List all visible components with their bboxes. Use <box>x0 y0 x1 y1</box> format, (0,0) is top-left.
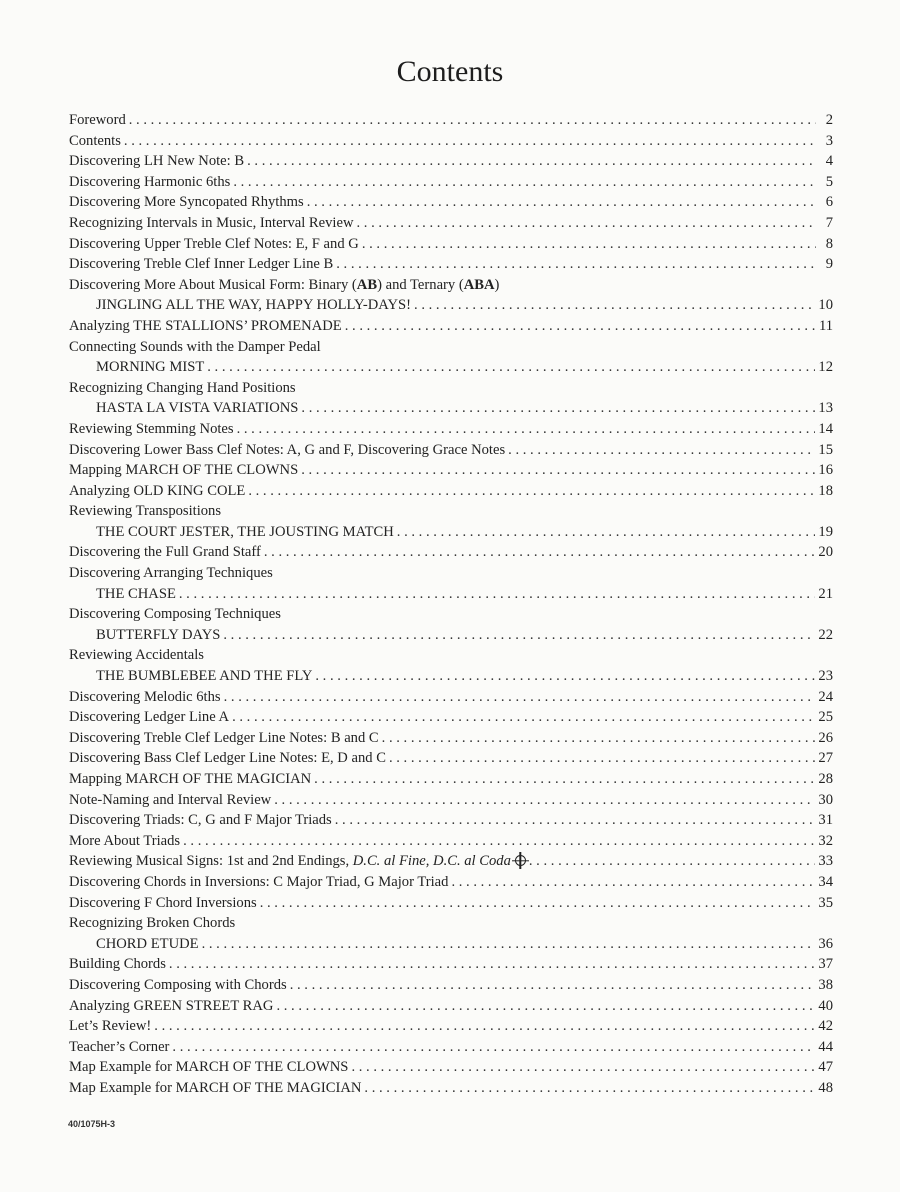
page-number: 44 <box>818 1038 833 1055</box>
toc-entry-label: Map Example for MARCH OF THE CLOWNS <box>69 1059 349 1076</box>
dot-leader <box>351 1057 815 1078</box>
dot-leader <box>172 1037 815 1058</box>
page-number: 13 <box>818 400 833 417</box>
toc-heading-label: Recognizing Changing Hand Positions <box>69 379 296 396</box>
dot-leader <box>276 996 815 1017</box>
page-number: 37 <box>818 956 833 973</box>
toc-entry-label: Foreword <box>69 112 126 128</box>
dot-leader <box>260 893 816 914</box>
catalog-code: 40/1075H-3 <box>68 1119 116 1129</box>
toc-entry-label: Discovering the Full Grand Staff <box>69 544 261 561</box>
toc-section-heading <box>69 604 833 625</box>
dot-leader <box>183 831 815 852</box>
toc-entry-label: Discovering Chords in Inversions: C Major Triad, G Major Triad <box>69 873 449 890</box>
page-number: 47 <box>818 1059 833 1076</box>
dot-leader <box>274 790 815 811</box>
heading-text-part: AB <box>356 276 378 293</box>
toc-entry <box>69 996 833 1017</box>
dot-leader <box>335 810 816 831</box>
toc-entry <box>69 151 833 172</box>
toc-entry <box>69 1057 833 1078</box>
toc-heading-label: Discovering Composing Techniques <box>69 606 281 623</box>
toc-entry <box>69 810 833 831</box>
page-number: 22 <box>818 626 833 643</box>
toc-entry <box>69 769 833 790</box>
page-number: 14 <box>818 420 833 437</box>
toc-entry-label: Discovering Triads: C, G and F Major Triads <box>69 812 332 829</box>
toc-entry <box>69 872 833 893</box>
page-number: 10 <box>818 297 833 314</box>
toc-entry-label: Analyzing GREEN STREET RAG <box>69 997 274 1014</box>
page-number: 42 <box>818 1018 833 1035</box>
dot-leader <box>129 110 816 131</box>
toc-entry-label: Building Chords <box>69 956 166 973</box>
toc-heading-label: Reviewing Transpositions <box>69 503 222 520</box>
page-number: 23 <box>818 668 833 685</box>
page-number: 30 <box>818 791 833 808</box>
toc-entry <box>69 172 833 193</box>
toc-entry-label: Contents <box>69 132 121 149</box>
toc-entry <box>69 728 833 749</box>
dot-leader <box>237 419 816 440</box>
toc-entry <box>69 481 833 502</box>
page-number: 38 <box>818 976 833 993</box>
toc-entry-label: Mapping MARCH OF THE MAGICIAN <box>69 771 312 787</box>
page-number: 12 <box>818 359 833 376</box>
toc-entry <box>69 625 833 646</box>
dot-leader <box>169 954 816 975</box>
dot-leader <box>451 872 815 893</box>
toc-section-heading <box>69 563 833 584</box>
dot-leader <box>362 234 816 255</box>
toc-entry <box>69 934 833 955</box>
toc-entry <box>69 419 833 440</box>
page-number: 4 <box>825 153 833 170</box>
toc-entry <box>69 213 833 234</box>
dot-leader <box>364 1078 815 1099</box>
dot-leader <box>248 481 815 502</box>
dot-leader <box>357 213 817 234</box>
page-number: 11 <box>818 317 833 334</box>
dot-leader <box>529 851 816 872</box>
dot-leader <box>224 687 816 708</box>
toc-entry <box>69 460 833 481</box>
toc-entry <box>69 1078 833 1099</box>
page-number: 9 <box>825 256 833 273</box>
dot-leader <box>247 151 816 172</box>
toc-section-heading <box>69 337 833 358</box>
page-number: 19 <box>818 523 833 540</box>
page-number: 20 <box>818 544 833 561</box>
toc-entry <box>69 234 833 255</box>
heading-text-part: ) <box>494 276 500 293</box>
toc-entry <box>69 687 833 708</box>
dot-leader <box>382 728 816 749</box>
page-number: 21 <box>818 585 833 602</box>
toc-entry <box>69 110 833 131</box>
page-number: 15 <box>818 441 833 458</box>
toc-entry <box>69 851 833 872</box>
dot-leader <box>233 172 816 193</box>
dot-leader <box>336 254 816 275</box>
toc-entry-label: Discovering Bass Clef Ledger Line Notes: E, D and C <box>69 750 386 767</box>
entry-italic-part: D.C. al Fine, D.C. al Coda <box>352 853 511 870</box>
dot-leader <box>202 934 816 955</box>
page-number: 40 <box>818 997 833 1014</box>
toc-section-heading <box>69 913 833 934</box>
toc-heading-label: Connecting Sounds with the Damper Pedal <box>69 338 321 355</box>
toc-entry <box>69 192 833 213</box>
toc-entry <box>69 584 833 605</box>
toc-entry <box>69 748 833 769</box>
page-number: 48 <box>818 1079 833 1096</box>
toc-entry <box>69 707 833 728</box>
toc-entry-label: MORNING MIST <box>96 359 205 376</box>
page-number: 2 <box>825 112 833 128</box>
toc-entry-label: JINGLING ALL THE WAY, HAPPY HOLLY-DAYS! <box>96 297 412 314</box>
toc-entry <box>69 440 833 461</box>
coda-sign-icon <box>515 855 526 866</box>
dot-leader <box>223 625 815 646</box>
toc-section-heading <box>69 645 833 666</box>
toc-entry <box>69 831 833 852</box>
toc-entry-label: BUTTERFLY DAYS <box>96 626 221 643</box>
dot-leader <box>307 192 816 213</box>
toc-entry <box>69 1016 833 1037</box>
dot-leader <box>314 769 815 790</box>
page-number: 33 <box>818 853 833 870</box>
dot-leader <box>508 440 815 461</box>
toc-entry <box>69 666 833 687</box>
toc-entry-label: Reviewing Stemming Notes <box>69 420 234 437</box>
page-number: 34 <box>818 873 833 890</box>
toc-entry-label: Discovering Treble Clef Inner Ledger Line B <box>69 256 334 273</box>
dot-leader <box>154 1016 815 1037</box>
toc-entry <box>69 954 833 975</box>
toc-entry-label: THE COURT JESTER, THE JOUSTING MATCH <box>96 523 394 540</box>
dot-leader <box>232 707 815 728</box>
toc-section-heading <box>69 501 833 522</box>
page-number: 16 <box>818 462 833 479</box>
dot-leader <box>389 748 815 769</box>
page-number: 32 <box>818 832 833 849</box>
toc-entry-label: CHORD ETUDE <box>96 935 199 952</box>
toc-entry <box>69 254 833 275</box>
toc-heading-label: Discovering Arranging Techniques <box>69 565 273 582</box>
toc-entry-label: More About Triads <box>69 832 181 849</box>
page-number: 3 <box>825 132 833 149</box>
toc-entry-label: Note-Naming and Interval Review <box>69 791 272 808</box>
toc-entry-label: Let’s Review! <box>69 1018 152 1035</box>
toc-entry-label <box>69 851 526 872</box>
toc-entry <box>69 131 833 152</box>
dot-leader <box>179 584 816 605</box>
dot-leader <box>345 316 816 337</box>
page-number: 25 <box>818 709 833 726</box>
dot-leader <box>264 542 816 563</box>
page-number: 7 <box>825 214 833 231</box>
dot-leader <box>290 975 816 996</box>
toc-entry-label: Recognizing Intervals in Music, Interval Review <box>69 214 354 231</box>
toc-entry-label: HASTA LA VISTA VARIATIONS <box>96 400 299 417</box>
toc-entry-label: Map Example for MARCH OF THE MAGICIAN <box>69 1079 362 1096</box>
toc-entry <box>69 893 833 914</box>
page-title: Contents <box>396 55 504 88</box>
heading-text-part: ) and Ternary ( <box>377 276 464 293</box>
toc-section-heading <box>69 378 833 399</box>
toc-entry-label: Discovering Upper Treble Clef Notes: E, F and G <box>69 235 359 252</box>
toc-entry-label: Discovering Composing with Chords <box>69 976 287 993</box>
toc-heading-label <box>69 275 499 296</box>
toc-entry-label: THE BUMBLEBEE AND THE FLY <box>96 668 313 685</box>
toc-entry-label: Discovering Harmonic 6ths <box>69 173 231 190</box>
dot-leader <box>301 398 815 419</box>
dot-leader <box>301 460 815 481</box>
toc-section-heading <box>69 275 833 296</box>
dot-leader <box>207 357 815 378</box>
toc-heading-label: Recognizing Broken Chords <box>69 915 236 932</box>
toc-entry <box>69 398 833 419</box>
toc-entry <box>69 1037 833 1058</box>
toc-entry <box>69 316 833 337</box>
toc-entry <box>69 522 833 543</box>
heading-text-part: Discovering More About Musical Form: Binary ( <box>69 276 357 293</box>
page-number: 36 <box>818 935 833 952</box>
page-number: 31 <box>818 812 833 829</box>
page-number: 26 <box>818 729 833 746</box>
toc-entry-label: Discovering Ledger Line A <box>69 709 230 726</box>
page-number: 6 <box>825 194 833 211</box>
toc-entry-label: Discovering Treble Clef Ledger Line Notes: B and C <box>69 729 379 746</box>
dot-leader <box>124 131 816 152</box>
page-number: 35 <box>818 894 833 911</box>
page-number: 5 <box>825 173 833 190</box>
dot-leader <box>397 522 816 543</box>
toc-entry <box>69 295 833 316</box>
page-number: 18 <box>818 482 833 499</box>
toc-entry-label: Discovering F Chord Inversions <box>69 894 257 911</box>
page-number: 8 <box>825 235 833 252</box>
dot-leader <box>315 666 815 687</box>
toc-entry <box>69 790 833 811</box>
toc-entry-label: Discovering Melodic 6ths <box>69 688 221 705</box>
toc-entry-label: Analyzing THE STALLIONS’ PROMENADE <box>69 317 342 334</box>
dot-leader <box>414 295 815 316</box>
toc-entry-label: Discovering More Syncopated Rhythms <box>69 194 304 211</box>
page-number: 27 <box>818 750 833 767</box>
entry-text-part: Reviewing Musical Signs: 1st and 2nd Endings, <box>69 853 353 870</box>
toc-entry-label: Discovering Lower Bass Clef Notes: A, G and F, Discovering Grace Notes <box>69 441 506 458</box>
page-number: 28 <box>818 771 833 787</box>
toc-entry-label: Analyzing OLD KING COLE <box>69 482 246 499</box>
heading-text-part: ABA <box>463 276 495 293</box>
toc-entry-label: Discovering LH New Note: B <box>69 153 245 170</box>
toc-entry-label: Mapping MARCH OF THE CLOWNS <box>69 462 299 479</box>
toc-entry-label: Teacher’s Corner <box>69 1038 170 1055</box>
page-number: 24 <box>818 688 833 705</box>
toc-entry-label: THE CHASE <box>96 585 176 602</box>
toc-entry <box>69 357 833 378</box>
toc-heading-label: Reviewing Accidentals <box>69 647 204 664</box>
toc-entry <box>69 975 833 996</box>
table-of-contents <box>69 110 833 1099</box>
toc-entry <box>69 542 833 563</box>
